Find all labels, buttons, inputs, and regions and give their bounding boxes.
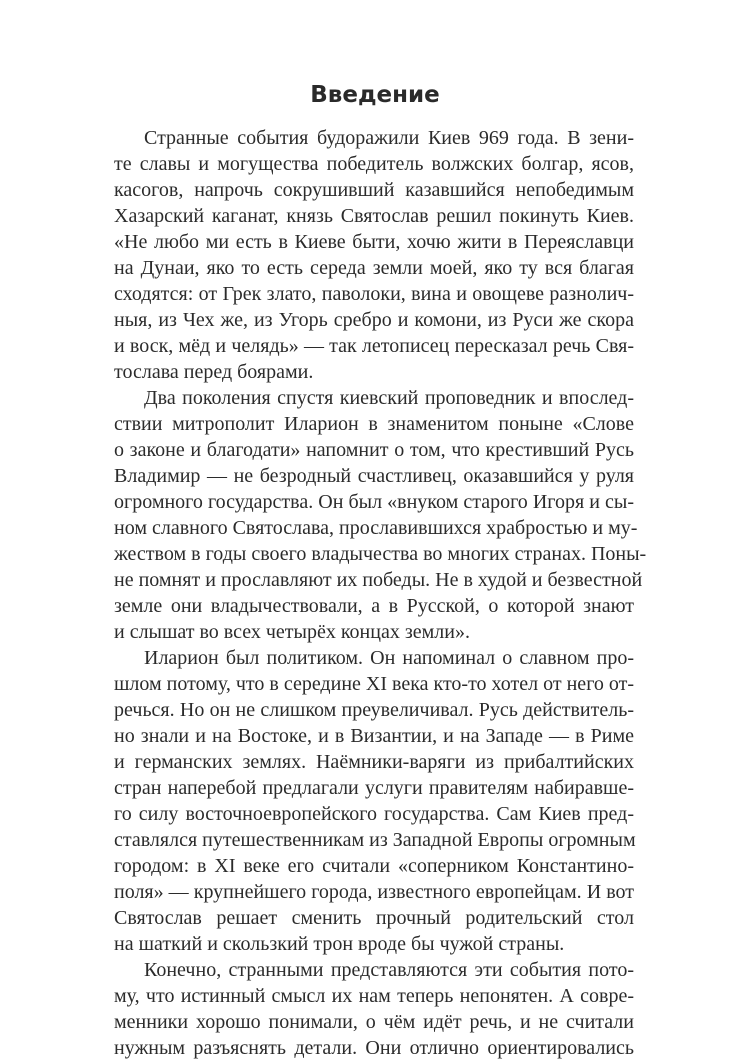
text-line: тослава перед боярами.	[114, 361, 314, 383]
text-line: «Не любо ми есть в Киеве быти, хочю жити в Переяславци	[114, 231, 634, 253]
text-line: и слышат во всех четырёх концах земли».	[114, 621, 470, 643]
text-line: Владимир — не безродный счастливец, оказавшийся у руля	[114, 465, 634, 487]
text-line: Конечно, странными представляются эти события пото-	[144, 959, 634, 981]
text-line: на шаткий и скользкий трон вроде бы чужой страны.	[114, 933, 565, 955]
text-line: касогов, напрочь сокрушивший казавшийся непобедимым	[114, 179, 634, 201]
text-line: сходятся: от Грек злато, паволоки, вина и овощеве разнолич-	[114, 283, 634, 305]
text-line: нужным разъяснять детали. Они отлично ориентировались	[114, 1037, 634, 1059]
text-line: ствии митрополит Иларион в знаменитом поныне «Слове	[114, 413, 634, 435]
text-line: Иларион был политиком. Он напоминал о славном про-	[144, 647, 634, 669]
text-line: городом: в XI веке его считали «соперником Константино-	[114, 855, 634, 877]
text-line: поля» — крупнейшего города, известного европейцам. И вот	[114, 881, 634, 903]
text-line: Хазарский каганат, князь Святослав решил покинуть Киев.	[114, 205, 634, 227]
text-line: Странные события будоражили Киев 969 года. В зени-	[144, 127, 634, 149]
text-line: шлом потому, что в середине XI века кто-то хотел от него от-	[114, 673, 635, 695]
text-line: земле они владычествовали, а в Русской, о которой знают	[114, 595, 634, 617]
text-line: Два поколения спустя киевский проповедник и впослед-	[144, 387, 634, 409]
text-line: и германских землях. Наёмники-варяги из прибалтийских	[114, 751, 634, 773]
text-line: му, что истинный смысл их нам теперь непонятен. А совре-	[114, 985, 634, 1007]
text-line: ном славного Святослава, прославившихся храбростью и му-	[114, 517, 638, 539]
text-line: на Дунаи, яко то есть середа земли моей, яко ту вся благая	[114, 257, 634, 279]
text-line: ныя, из Чех же, из Угорь сребро и комони, из Руси же скора	[114, 309, 634, 331]
text-line: го силу восточноевропейского государства. Сам Киев пред-	[114, 803, 634, 825]
text-line: речься. Но он не слишком преувеличивал. Русь действитель-	[114, 699, 634, 721]
text-line: те славы и могущества победитель волжских болгар, ясов,	[114, 153, 634, 175]
text-line: огромного государства. Он был «внуком старого Игоря и сы-	[114, 491, 634, 513]
text-line: и воск, мёд и челядь» — так летописец пересказал речь Свя-	[114, 335, 634, 357]
text-line: не помнят и прославляют их победы. Не в худой и безвестной	[114, 569, 643, 591]
text-line: менники хорошо понимали, о чём идёт речь, и не считали	[114, 1011, 634, 1033]
chapter-heading: Введение	[310, 82, 440, 108]
text-line: жеством в годы своего владычества во многих странах. Поны-	[114, 543, 647, 565]
text-line: ставлялся путешественникам из Западной Европы огромным	[114, 829, 636, 851]
text-line: о законе и благодати» напомнит о том, что крестивший Русь	[114, 439, 634, 461]
text-line: стран наперебой предлагали услуги правителям набиравше-	[114, 777, 634, 799]
text-line: но знали и на Востоке, и в Византии, и на Западе — в Риме	[114, 725, 634, 747]
text-line: Святослав решает сменить прочный родительский стол	[114, 907, 634, 929]
body-text	[114, 125, 647, 1061]
